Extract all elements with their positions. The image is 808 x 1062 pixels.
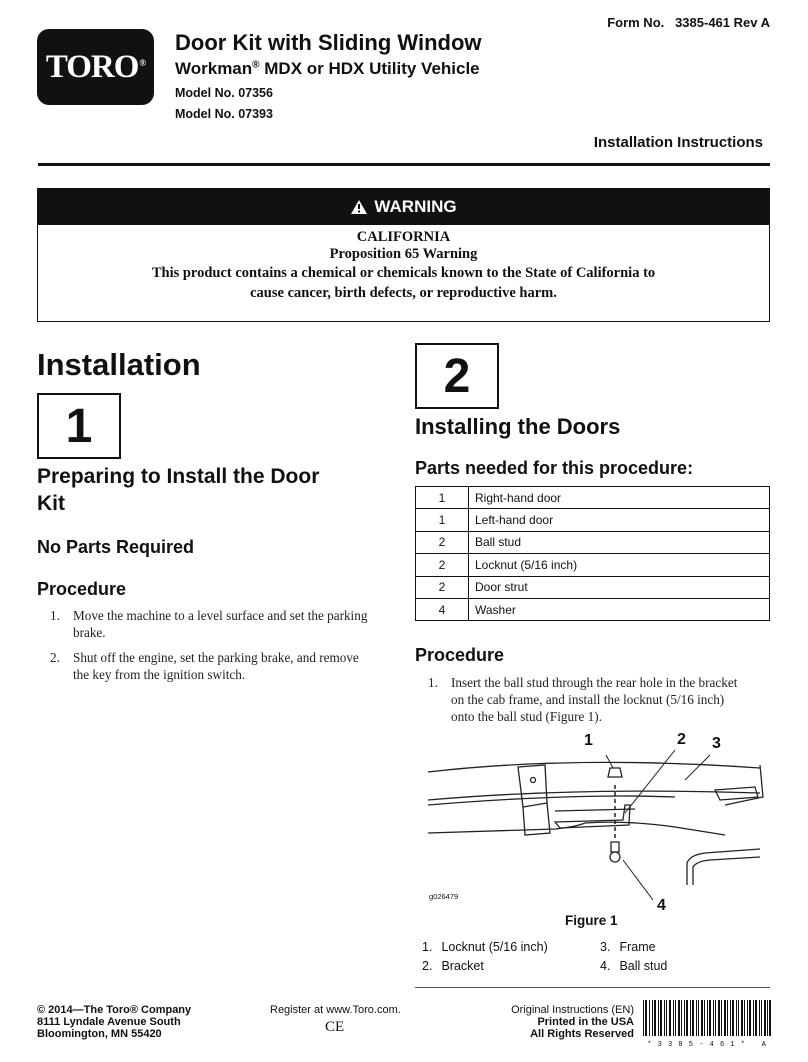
legend-num: 2.: [422, 959, 433, 973]
step-2-box: [415, 343, 499, 409]
list-item-text: the key from the ignition switch.: [73, 667, 246, 682]
no-parts-heading: No Parts Required: [37, 537, 195, 557]
warning-line-2: Proposition 65 Warning: [329, 246, 478, 262]
figure-caption: Figure 1: [565, 913, 618, 928]
logo-mark: ®: [139, 58, 146, 68]
step-1-title-line-2: Kit: [37, 492, 65, 515]
list-item-number: 1.: [428, 675, 438, 690]
callout-3: 3: [712, 735, 721, 752]
step-2-number: 2: [443, 349, 471, 403]
part-desc: Right-hand door: [469, 487, 770, 509]
warning-triangle-icon: [350, 199, 368, 215]
model-number-2: Model No. 07393: [175, 107, 273, 121]
model-number-1: Model No. 07356: [175, 86, 273, 100]
warning-label: WARNING: [374, 197, 457, 216]
list-item-number: 1.: [50, 608, 60, 623]
legend-label: Ball stud: [619, 959, 668, 973]
part-qty: 1: [416, 509, 469, 531]
right-procedure-list: [428, 674, 773, 730]
legend-item-3: [600, 940, 656, 954]
part-qty: 2: [416, 531, 469, 553]
legend-label: Bracket: [441, 959, 484, 973]
leader-1: [606, 755, 613, 768]
left-bracket: [518, 765, 547, 807]
part-desc: Door strut: [469, 576, 770, 598]
part-desc: Left-hand door: [469, 509, 770, 531]
table-row: [416, 487, 770, 509]
frame-curve: [585, 822, 725, 835]
all-rights: All Rights Reserved: [530, 1028, 634, 1040]
frame-top-line: [428, 762, 760, 772]
document-title: Door Kit with Sliding Window: [175, 30, 482, 55]
frame-mid-line: [428, 791, 760, 800]
warning-line-1: CALIFORNIA: [356, 229, 451, 245]
table-row: [416, 554, 770, 576]
parts-table: [415, 486, 770, 621]
address-line-1: 8111 Lyndale Avenue South: [37, 1016, 181, 1028]
header-rule: [38, 163, 770, 166]
leader-2: [625, 750, 675, 813]
step-2-title: Installing the Doors: [415, 414, 621, 439]
warning-line-4: cause cancer, birth defects, or reproductive harm.: [250, 285, 557, 301]
part-desc: Washer: [469, 598, 770, 620]
part-qty: 4: [416, 598, 469, 620]
ce-mark: CE: [325, 1019, 345, 1035]
cab-bracket-rail: [555, 809, 635, 811]
subtitle-brand: Workman: [175, 59, 253, 78]
left-procedure-list: [50, 607, 400, 687]
register-link[interactable]: Register at www.Toro.com.: [270, 1004, 401, 1016]
list-item-text: onto the ball stud (Figure 1).: [451, 709, 602, 724]
legend-label: Locknut (5/16 inch): [441, 940, 548, 954]
table-row: [416, 576, 770, 598]
figure-code: g026479: [429, 892, 459, 901]
locknut-shape: [608, 768, 622, 777]
table-row: [416, 598, 770, 620]
document-subtitle: [175, 59, 480, 79]
cab-bracket: [555, 805, 630, 828]
lower-frame: [687, 849, 760, 885]
step-1-box: [37, 393, 121, 459]
figure-rule: [415, 987, 770, 988]
leader-4: [623, 860, 653, 900]
ball-stud-shape: [610, 842, 620, 862]
warning-line-3: This product contains a chemical or chemicals known to the State of California to: [151, 265, 656, 281]
installation-heading: Installation: [37, 347, 201, 382]
left-procedure-heading: Procedure: [37, 579, 127, 599]
list-item-text: on the cab frame, and install the locknut (5/16 inch): [451, 692, 725, 707]
figure-1-illustration: [425, 735, 770, 905]
frame-slot: [715, 787, 758, 800]
list-item-text: Move the machine to a level surface and set the parking: [73, 608, 368, 623]
form-number: Form No. 3385-461 Rev A: [607, 15, 770, 30]
part-desc: Ball stud: [469, 531, 770, 553]
subtitle-rest: MDX or HDX Utility Vehicle: [259, 59, 480, 78]
legend-num: 3.: [600, 940, 611, 954]
right-procedure-heading: Procedure: [415, 645, 505, 665]
warning-header: [38, 189, 769, 225]
toro-logo: [37, 29, 154, 105]
copyright: © 2014—The Toro® Company: [37, 1004, 192, 1016]
callout-1: 1: [584, 732, 593, 749]
barcode: [643, 1000, 771, 1048]
table-row: [416, 531, 770, 553]
leader-3: [685, 755, 710, 780]
legend-label: Frame: [619, 940, 656, 954]
list-item-text: Shut off the engine, set the parking brake, and remove: [73, 650, 359, 665]
warning-box: [37, 188, 770, 322]
callout-4: 4: [657, 897, 666, 914]
list-item-text: brake.: [73, 625, 106, 640]
parts-heading: Parts needed for this procedure:: [415, 458, 694, 478]
legend-item-4: [600, 959, 667, 973]
part-desc: Locknut (5/16 inch): [469, 554, 770, 576]
barcode-bars: [643, 1000, 771, 1036]
legend-num: 1.: [422, 940, 433, 954]
part-qty: 2: [416, 576, 469, 598]
step-1-number: 1: [65, 399, 93, 453]
printed-in: Printed in the USA: [537, 1016, 634, 1028]
original-instructions: Original Instructions (EN): [511, 1004, 634, 1016]
step-1-title: [37, 463, 319, 517]
logo-text: TORO: [45, 48, 139, 85]
callout-2: 2: [677, 731, 686, 748]
step-1-title-line-1: Preparing to Install the Door: [37, 465, 320, 488]
doc-type: Installation Instructions: [593, 134, 763, 151]
footer-print-info: [500, 1004, 634, 1040]
legend-item-2: [422, 959, 484, 973]
list-item-number: 2.: [50, 650, 60, 665]
footer-company: [37, 1004, 191, 1040]
barcode-text: * 3 3 8 5 - 4 6 1 * A: [647, 1041, 767, 1049]
legend-num: 4.: [600, 959, 611, 973]
bracket-hole: [531, 778, 536, 783]
address-line-2: Bloomington, MN 55420: [37, 1028, 162, 1040]
part-qty: 2: [416, 554, 469, 576]
list-item-text: Insert the ball stud through the rear hole in the bracket: [451, 675, 738, 690]
subtitle-reg: ®: [252, 59, 260, 71]
legend-item-1: [422, 940, 548, 954]
part-qty: 1: [416, 487, 469, 509]
table-row: [416, 509, 770, 531]
lower-frame-inner: [693, 857, 760, 885]
